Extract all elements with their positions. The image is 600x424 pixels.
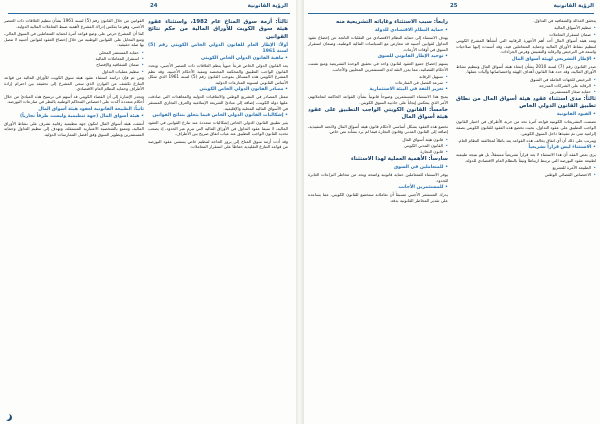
paragraph: يوفر الاستثناء للمتعاملين حماية قانونية واضحة ويحد من مخاطر النزاعات العابرة للحدود. (308, 172, 448, 183)
section-heading: رابعاً: سبب الاستثناء وغاياته التشريعية منه (336, 19, 448, 25)
subheading: • ماهية القانون الدولي الخاص الكويتي (201, 55, 288, 61)
subheading: أولاً: الإطار العام للقانون الدولي الخاص الكويتي رقم (5) لسنة 1961 (148, 42, 288, 54)
paragraph: صدر القانون رقم (7) لسنة 2010 بشأن إنشاء هيئة أسواق المال وتنظيم نشاط الأوراق المالية، وقد حدد هذا القانون أهداف الهيئة واختصاصاتها وآليات عملها. (456, 63, 596, 75)
bullet-item: • سرعة الفصل في المنازعات (308, 80, 448, 86)
paragraph: وقد أدت أزمة سوق المناخ إلى بروز الحاجة لتنظيم خاص يستثني عقود البورصة من قواعد التنازع التقليدية حفاظاً على استقرار المعاملات. (148, 138, 288, 150)
bullet-item: • تنظيم الأسواق المالية (456, 25, 596, 31)
paragraph: يمنح هذا الاستثناء المستثمرين وضوحاً قانونياً بشأن القواعد الحاكمة لتعاملاتهم، الأمر الذي ينعكس إيجاباً على جاذبية السوق الكويتي. (308, 94, 448, 105)
section-heading: ثالثاً: أزمة سوق المناخ عام 1982، واستثناء عقود هيئة سوق الكويت للأوراق المالية من حكم نتائج القوانين (148, 19, 289, 40)
left-page-header-title: الرؤية القانونية (247, 3, 288, 9)
paragraph: ويترتب على ذلك أن أي اتفاق يخالف هذه القواعد يعد باطلاً لمخالفته النظام العام. (457, 138, 596, 144)
bullet-item: • تسهيل الرقابة (308, 74, 448, 80)
bullet-item: • استقرار المعاملات المالية (4, 56, 144, 62)
subheading: • القيود القانونية (556, 112, 596, 118)
subheading: • إشكاليات القانون الدولي الخاص فيما يتعلق بنتائج القوانين (152, 113, 288, 118)
paragraph: أنشئت هيئة أسواق المال لتكون جهة تنظيمية رقابية تشرف على نشاط الأوراق المالية، وتتمتع بالشخصية الاعتبارية المستقلة، وتهدف إلى تنظيم التداول وحماية المستثمرين وتطوير السوق وفق أفضل الممارسات الدولية. (4, 120, 144, 137)
bullet-item: • حماية صغار المستثمرين (456, 89, 596, 95)
right-page-right-column (456, 18, 596, 178)
bullet-item: • قانون هيئة أسواق المال (308, 137, 448, 143)
bullet-item: • القانون المدني الكويتي (308, 143, 448, 149)
paragraph: يسهم إخضاع جميع العقود لقانون واحد في تحقيق الوحدة التشريعية ومنع تشتت الأحكام القضائية، مما يعزز الثقة لدى المستثمرين المحليين والأجانب. (308, 61, 448, 72)
paragraph: يدرك المستثمر الأجنبي مسبقاً أن تعاملاته ستخضع للقانون الكويتي، مما يساعده على تقدير المخاطر القانونية بدقة. (308, 192, 448, 203)
bullet-item: • الطبيعة الآمرة للتشريع (456, 165, 596, 171)
bullet-item: • حماية المستثمر المحلي (4, 50, 144, 56)
paragraph: القوانين من خلال القانون رقم (5) لسنة 1961 بشأن تنظيم العلاقات ذات العنصر الأجنبي، وهو ما يعكس إدراك المشرع لأهمية ضبط التعاملات المالية الدولية. (4, 18, 145, 29)
subheading: • هيئة أسواق المال (جهة تنظيمية وليست طرفاً تجارياً) (20, 113, 144, 119)
bullet-item: • تنظيم عمليات التداول (4, 69, 144, 75)
bullet-item: • ضمان استقرار التعاملات (456, 32, 596, 38)
subheading: • تعزيز الثقة في البيئة الاستثمارية (369, 87, 448, 92)
subheading: • للمستثمرين الأجانب (398, 185, 448, 191)
paragraph: يثير تطبيق القانون الدولي الخاص إشكاليات متعددة عند تنازع القوانين في العقود المالية، لا سيما عقود التداول في الأوراق المالية التي تبرم عبر الحدود، إذ يصعب تحديد القانون الواجب التطبيق عند غياب اتفاق صريح بين الأطراف. (148, 120, 288, 137)
paragraph: يعد القانون الدولي الخاص فرعاً حيوياً ينظم العلاقات ذات العنصر الأجنبي، ويحدد القانون الواجب التطبيق والمحكمة المختصة وتنفيذ الأحكام الأجنبية، وقد نظم المشرع الكويتي هذه المسائل بموجب القانون رقم (5) لسنة 1961 الذي شكل الأساس القانوني لتسوية المنازعات الدولية. (148, 62, 288, 85)
right-page-number: 25 (450, 3, 458, 9)
section-heading: خامساً: القانون الكويتي الواجب التطبيق على عقود هيئة أسواق المال (308, 107, 448, 121)
paragraph: يهدف الاستثناء إلى حماية النظام الاقتصادي من التقلبات الناتجة عن إخضاع عقود التداول لقوانين أجنبية قد تتعارض مع السياسات المالية الوطنية، وضمان استقرار السوق في أوقات الأزمات. (308, 35, 448, 52)
subheading: • الإطار التشريعي لهيئة أسواق المال (511, 56, 596, 62)
paragraph: كما أن المشرع حرص على وضع قواعد آمرة لحماية المتعاملين في السوق المالي، ومنع التحايل على القوانين الوطنية من خلال إخضاع العقود لقوانين أجنبية لا تتصل بها صلة حقيقية. (4, 31, 144, 48)
left-page-left-column (4, 18, 144, 139)
section-heading: سادساً: الأهمية العملية لهذا الاستثناء (350, 155, 448, 162)
bullet-item: • الترخيص للجهات العاملة في السوق (456, 77, 596, 83)
subheading: • للمتعاملين في السوق (394, 165, 448, 171)
bullet-item: • ضمان الشفافية والإفصاح (4, 62, 144, 68)
paragraph: تتمثل المصادر في التشريع الوطني والاتفاقيات الدولية والمعاهدات التي صادقت عليها دولة الكويت، إضافة إلى مبادئ الشريعة الإسلامية والعرف التجاري المستقر في الأسواق المالية المحلية والإقليمية. (148, 94, 288, 111)
paragraph: تخضع هذه العقود بشكل أساسي لأحكام قانون هيئة أسواق المال ولائحته التنفيذية، إضافة إلى القانون المدني وقانون التجارة فيما لم يرد بشأنه نص خاص. (308, 123, 448, 135)
book-gutter (296, 0, 304, 424)
bullet-item: • قانون التجارة (308, 149, 448, 155)
paragraph: تضمنت التشريعات الكويتية قواعد آمرة تحد من حرية الأطراف في اختيار القانون الواجب التطبيق على عقود التداول، بحيث تخضع هذه العقود للقانون الكويتي بصفة إلزامية متى تم تنفيذها داخل السوق الكويتي. (456, 119, 596, 136)
left-header-rule (8, 13, 290, 14)
subheading: • مصادر القانون الدولي الخاص الكويتي (199, 87, 288, 93)
section-heading: ثالثاً: مدى استثناء عقود هيئة أسواق المال من نطاق تطبيق القانون الدولي الخاص (456, 95, 596, 110)
paragraph: يرى بعض الفقه أن هذا الاستثناء لا يعد قراراً تشريعياً مستقلاً، بل هو نتيجة طبيعية لطبيعة عقود البورصة التي ترتبط ارتباطاً وثيقاً بالنظام العام الاقتصادي للدولة. (456, 152, 596, 164)
bullet-item: • الاختصاص القضائي الوطني (456, 172, 596, 178)
subheading: • الاستثناء ليس قراراً تشريعياً (528, 145, 596, 151)
paragraph: وتعد هيئة أسواق المال أحد أهم الأجهزة الرقابية التي أنشأها المشرع الكويتي لتنظيم نشاط الأوراق المالية وحماية المتعاملين فيه، وقد أسندت إليها صلاحيات واسعة في الترخيص والرقابة والتفتيش وفرض الجزاءات. (456, 37, 596, 55)
subheading: • توحيد الإطار القانوني للسوق (377, 54, 448, 59)
right-page (304, 0, 600, 424)
paragraph: ومن ثم فإن دراسة استثناء عقود هيئة سوق الكويت للأوراق المالية من قواعد التنازع تكشف عن التوازن الذي سعى المشرع إلى تحقيقه بين احترام إرادة الأطراف وحماية النظام العام الاقتصادي. (4, 74, 144, 92)
right-header-rule (308, 13, 594, 14)
paragraph: وتجدر الإشارة إلى أن القضاء الكويتي قد أسهم في ترسيخ هذه المبادئ من خلال أحكام متعددة أكدت على اختصاص المحاكم الوطنية بالنظر في منازعات البورصة. (4, 93, 144, 105)
paragraph: يتحقق العدالة والشفافية في التداول. (533, 18, 596, 23)
right-page-header-title: الرؤية القانونية (553, 3, 594, 9)
bullet-item: • الرقابة على الشركات المدرجة (456, 83, 596, 89)
subheading: ثانياً: الطبيعة القانونية لعقود هيئة أسواق المال (38, 106, 144, 112)
subheading: • حماية النظام الاقتصادي للدولة (374, 28, 448, 34)
crescent-icon (3, 413, 10, 420)
left-page-right-column (148, 18, 288, 152)
left-page-number: 24 (150, 3, 158, 9)
left-page (0, 0, 296, 424)
right-page-left-column (308, 18, 448, 205)
